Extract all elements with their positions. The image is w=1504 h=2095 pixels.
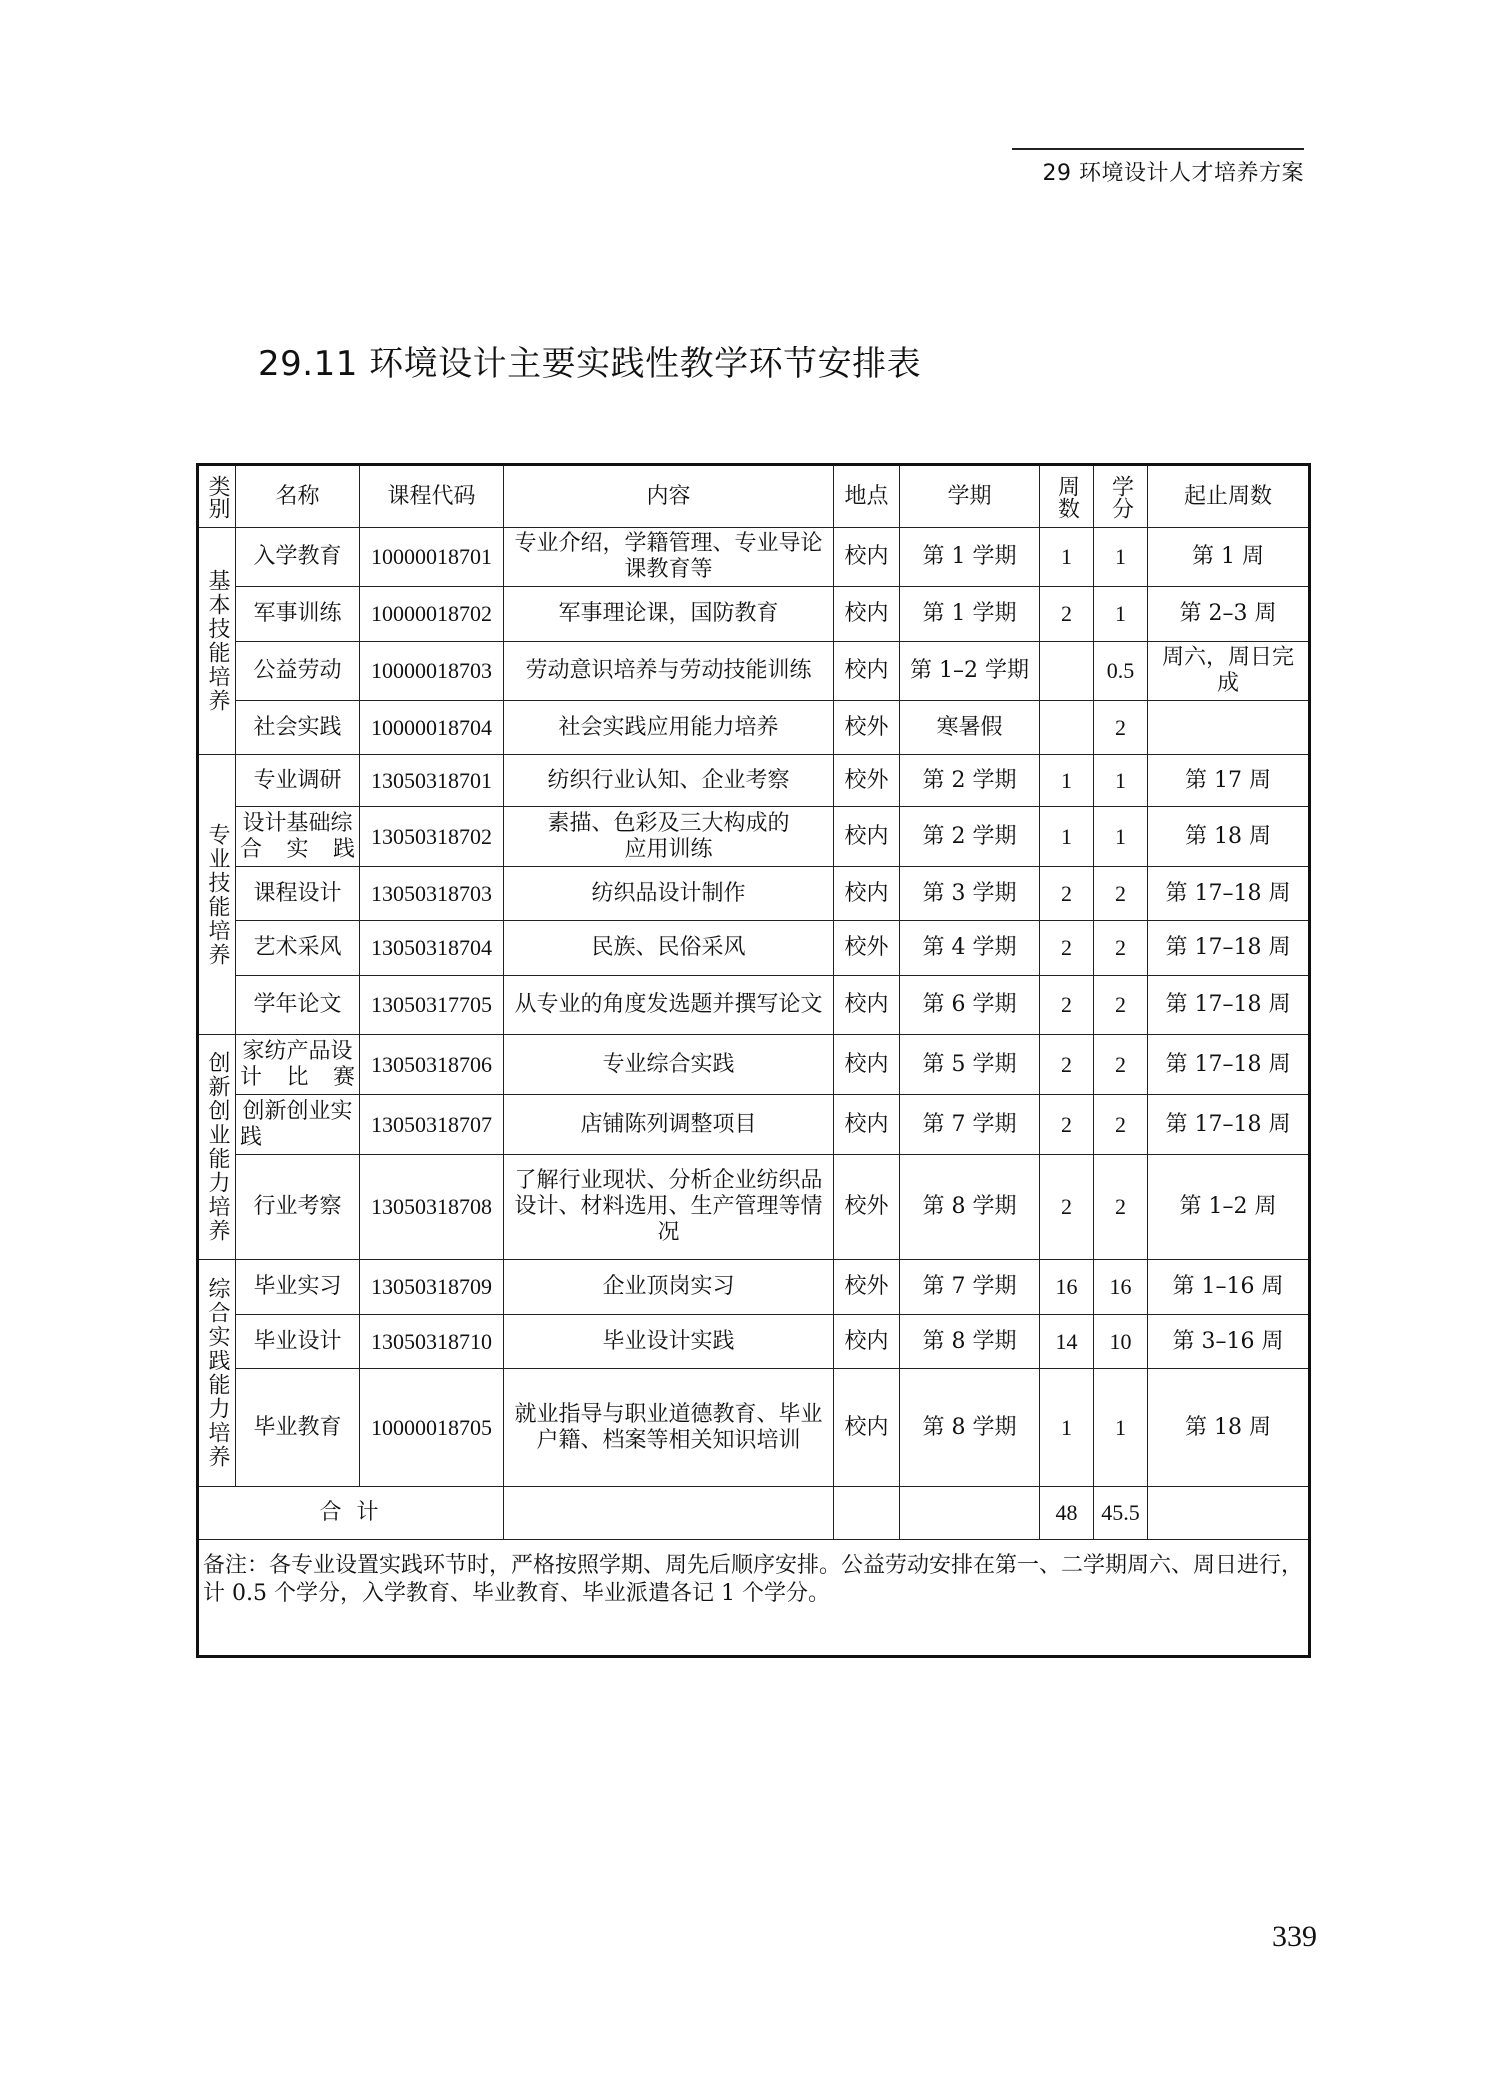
period-cell: 第 18 周	[1148, 1369, 1310, 1487]
name-cell: 毕业教育	[236, 1369, 360, 1487]
table-row	[198, 528, 1310, 587]
code-cell: 13050318710	[360, 1315, 504, 1369]
total-label: 合 计	[198, 1487, 504, 1540]
semester-cell: 第 6 学期	[900, 976, 1040, 1035]
table-row	[198, 921, 1310, 976]
name-cell: 入学教育	[236, 528, 360, 587]
header-row	[198, 465, 1310, 528]
credits-cell: 2	[1094, 1095, 1148, 1155]
content-cell: 从专业的角度发选题并撰写论文	[504, 976, 834, 1035]
table-row	[198, 587, 1310, 642]
name-cell: 课程设计	[236, 867, 360, 921]
location-cell: 校内	[834, 1035, 900, 1095]
table-row	[198, 1369, 1310, 1487]
content-cell: 企业顶岗实习	[504, 1260, 834, 1315]
location-cell: 校内	[834, 642, 900, 701]
weeks-cell: 2	[1040, 976, 1094, 1035]
code-cell: 13050318701	[360, 755, 504, 807]
total-content-empty	[504, 1487, 834, 1540]
table-row	[198, 1260, 1310, 1315]
weeks-cell	[1040, 701, 1094, 755]
code-cell: 10000018702	[360, 587, 504, 642]
period-cell: 第 17–18 周	[1148, 921, 1310, 976]
weeks-cell: 2	[1040, 921, 1094, 976]
credits-cell: 2	[1094, 976, 1148, 1035]
period-cell: 第 3–16 周	[1148, 1315, 1310, 1369]
col-weeks: 周数	[1040, 465, 1094, 528]
total-semester-empty	[900, 1487, 1040, 1540]
col-period: 起止周数	[1148, 465, 1310, 528]
semester-cell: 第 8 学期	[900, 1315, 1040, 1369]
category-cell: 专业技能培养	[198, 755, 236, 1035]
content-cell: 素描、色彩及三大构成的应用训练	[504, 807, 834, 867]
content-cell: 专业综合实践	[504, 1035, 834, 1095]
weeks-cell: 2	[1040, 1155, 1094, 1260]
table-row	[198, 1155, 1310, 1260]
total-credits: 45.5	[1094, 1487, 1148, 1540]
content-cell: 纺织品设计制作	[504, 867, 834, 921]
period-cell: 第 1–16 周	[1148, 1260, 1310, 1315]
weeks-cell: 2	[1040, 587, 1094, 642]
total-period-empty	[1148, 1487, 1310, 1540]
table-row	[198, 755, 1310, 807]
total-weeks: 48	[1040, 1487, 1094, 1540]
semester-cell: 第 7 学期	[900, 1095, 1040, 1155]
name-cell: 设计基础综合实践	[236, 807, 360, 867]
remark-text: 各专业设置实践环节时，严格按照学期、周先后顺序安排。公益劳动安排在第一、二学期周六、周日进行，计 0.5 个学分，入学教育、毕业教育、毕业派遣各记 1 个学分。	[203, 1553, 1304, 1606]
semester-cell: 第 1 学期	[900, 528, 1040, 587]
weeks-cell: 1	[1040, 1369, 1094, 1487]
location-cell: 校内	[834, 976, 900, 1035]
col-location: 地点	[834, 465, 900, 528]
semester-cell: 第 5 学期	[900, 1035, 1040, 1095]
credits-cell: 10	[1094, 1315, 1148, 1369]
code-cell: 13050318702	[360, 807, 504, 867]
semester-cell: 第 8 学期	[900, 1155, 1040, 1260]
name-cell: 毕业实习	[236, 1260, 360, 1315]
content-cell: 纺织行业认知、企业考察	[504, 755, 834, 807]
content-cell: 军事理论课，国防教育	[504, 587, 834, 642]
category-cell: 基本技能培养	[198, 528, 236, 755]
credits-cell: 1	[1094, 807, 1148, 867]
remark-cell	[198, 1540, 1310, 1657]
period-cell: 第 17–18 周	[1148, 1035, 1310, 1095]
period-cell: 第 17 周	[1148, 755, 1310, 807]
remark-row	[198, 1540, 1310, 1657]
total-row	[198, 1487, 1310, 1540]
page-number: 339	[1272, 1920, 1317, 1953]
content-cell: 劳动意识培养与劳动技能训练	[504, 642, 834, 701]
content-cell: 了解行业现状、分析企业纺织品设计、材料选用、生产管理等情况	[504, 1155, 834, 1260]
semester-cell: 第 1–2 学期	[900, 642, 1040, 701]
content-cell: 店铺陈列调整项目	[504, 1095, 834, 1155]
weeks-cell: 16	[1040, 1260, 1094, 1315]
credits-cell: 2	[1094, 701, 1148, 755]
credits-cell: 2	[1094, 1155, 1148, 1260]
semester-cell: 寒暑假	[900, 701, 1040, 755]
running-header: 29 环境设计人才培养方案	[1012, 148, 1304, 187]
name-cell: 创新创业实践	[236, 1095, 360, 1155]
weeks-cell: 1	[1040, 755, 1094, 807]
col-category: 类别	[198, 465, 236, 528]
content-cell: 就业指导与职业道德教育、毕业户籍、档案等相关知识培训	[504, 1369, 834, 1487]
code-cell: 13050318708	[360, 1155, 504, 1260]
credits-cell: 2	[1094, 1035, 1148, 1095]
name-cell: 军事训练	[236, 587, 360, 642]
period-cell: 周六，周日完成	[1148, 642, 1310, 701]
location-cell: 校内	[834, 528, 900, 587]
weeks-cell	[1040, 642, 1094, 701]
category-cell: 创新创业能力培养	[198, 1035, 236, 1260]
code-cell: 13050317705	[360, 976, 504, 1035]
semester-cell: 第 4 学期	[900, 921, 1040, 976]
table-row	[198, 976, 1310, 1035]
semester-cell: 第 2 学期	[900, 807, 1040, 867]
name-cell: 学年论文	[236, 976, 360, 1035]
table-row	[198, 1035, 1310, 1095]
location-cell: 校外	[834, 701, 900, 755]
semester-cell: 第 7 学期	[900, 1260, 1040, 1315]
weeks-cell: 1	[1040, 528, 1094, 587]
col-semester: 学期	[900, 465, 1040, 528]
period-cell: 第 17–18 周	[1148, 867, 1310, 921]
col-code: 课程代码	[360, 465, 504, 528]
semester-cell: 第 3 学期	[900, 867, 1040, 921]
period-cell: 第 17–18 周	[1148, 976, 1310, 1035]
location-cell: 校内	[834, 587, 900, 642]
credits-cell: 1	[1094, 1369, 1148, 1487]
credits-cell: 1	[1094, 528, 1148, 587]
category-cell: 综合实践能力培养	[198, 1260, 236, 1487]
weeks-cell: 2	[1040, 1035, 1094, 1095]
period-cell: 第 1 周	[1148, 528, 1310, 587]
name-cell: 艺术采风	[236, 921, 360, 976]
content-cell: 民族、民俗采风	[504, 921, 834, 976]
semester-cell: 第 8 学期	[900, 1369, 1040, 1487]
credits-cell: 2	[1094, 921, 1148, 976]
col-name: 名称	[236, 465, 360, 528]
name-cell: 家纺产品设计比赛	[236, 1035, 360, 1095]
table-row	[198, 701, 1310, 755]
section-title: 29.11 环境设计主要实践性教学环节安排表	[258, 344, 922, 384]
name-cell: 行业考察	[236, 1155, 360, 1260]
content-cell: 毕业设计实践	[504, 1315, 834, 1369]
semester-cell: 第 2 学期	[900, 755, 1040, 807]
location-cell: 校内	[834, 1369, 900, 1487]
code-cell: 13050318707	[360, 1095, 504, 1155]
period-cell: 第 18 周	[1148, 807, 1310, 867]
location-cell: 校内	[834, 867, 900, 921]
code-cell: 10000018704	[360, 701, 504, 755]
col-credits: 学分	[1094, 465, 1148, 528]
location-cell: 校外	[834, 1155, 900, 1260]
code-cell: 10000018701	[360, 528, 504, 587]
location-cell: 校内	[834, 1095, 900, 1155]
location-cell: 校内	[834, 807, 900, 867]
period-cell: 第 1–2 周	[1148, 1155, 1310, 1260]
code-cell: 13050318704	[360, 921, 504, 976]
code-cell: 13050318709	[360, 1260, 504, 1315]
weeks-cell: 2	[1040, 867, 1094, 921]
practice-schedule-table	[196, 463, 1311, 1658]
content-cell: 专业介绍，学籍管理、专业导论课教育等	[504, 528, 834, 587]
name-cell: 社会实践	[236, 701, 360, 755]
weeks-cell: 1	[1040, 807, 1094, 867]
credits-cell: 16	[1094, 1260, 1148, 1315]
total-location-empty	[834, 1487, 900, 1540]
credits-cell: 1	[1094, 755, 1148, 807]
credits-cell: 2	[1094, 867, 1148, 921]
remark-label: 备注：	[203, 1553, 270, 1578]
location-cell: 校外	[834, 1260, 900, 1315]
table-row	[198, 642, 1310, 701]
period-cell: 第 2–3 周	[1148, 587, 1310, 642]
period-cell	[1148, 701, 1310, 755]
table-row	[198, 1095, 1310, 1155]
credits-cell: 1	[1094, 587, 1148, 642]
code-cell: 13050318706	[360, 1035, 504, 1095]
col-content: 内容	[504, 465, 834, 528]
table-row	[198, 1315, 1310, 1369]
code-cell: 10000018705	[360, 1369, 504, 1487]
weeks-cell: 14	[1040, 1315, 1094, 1369]
name-cell: 专业调研	[236, 755, 360, 807]
location-cell: 校内	[834, 1315, 900, 1369]
name-cell: 公益劳动	[236, 642, 360, 701]
name-cell: 毕业设计	[236, 1315, 360, 1369]
code-cell: 13050318703	[360, 867, 504, 921]
content-cell: 社会实践应用能力培养	[504, 701, 834, 755]
code-cell: 10000018703	[360, 642, 504, 701]
credits-cell: 0.5	[1094, 642, 1148, 701]
table-row	[198, 867, 1310, 921]
location-cell: 校外	[834, 921, 900, 976]
weeks-cell: 2	[1040, 1095, 1094, 1155]
period-cell: 第 17–18 周	[1148, 1095, 1310, 1155]
semester-cell: 第 1 学期	[900, 587, 1040, 642]
location-cell: 校外	[834, 755, 900, 807]
table-row	[198, 807, 1310, 867]
